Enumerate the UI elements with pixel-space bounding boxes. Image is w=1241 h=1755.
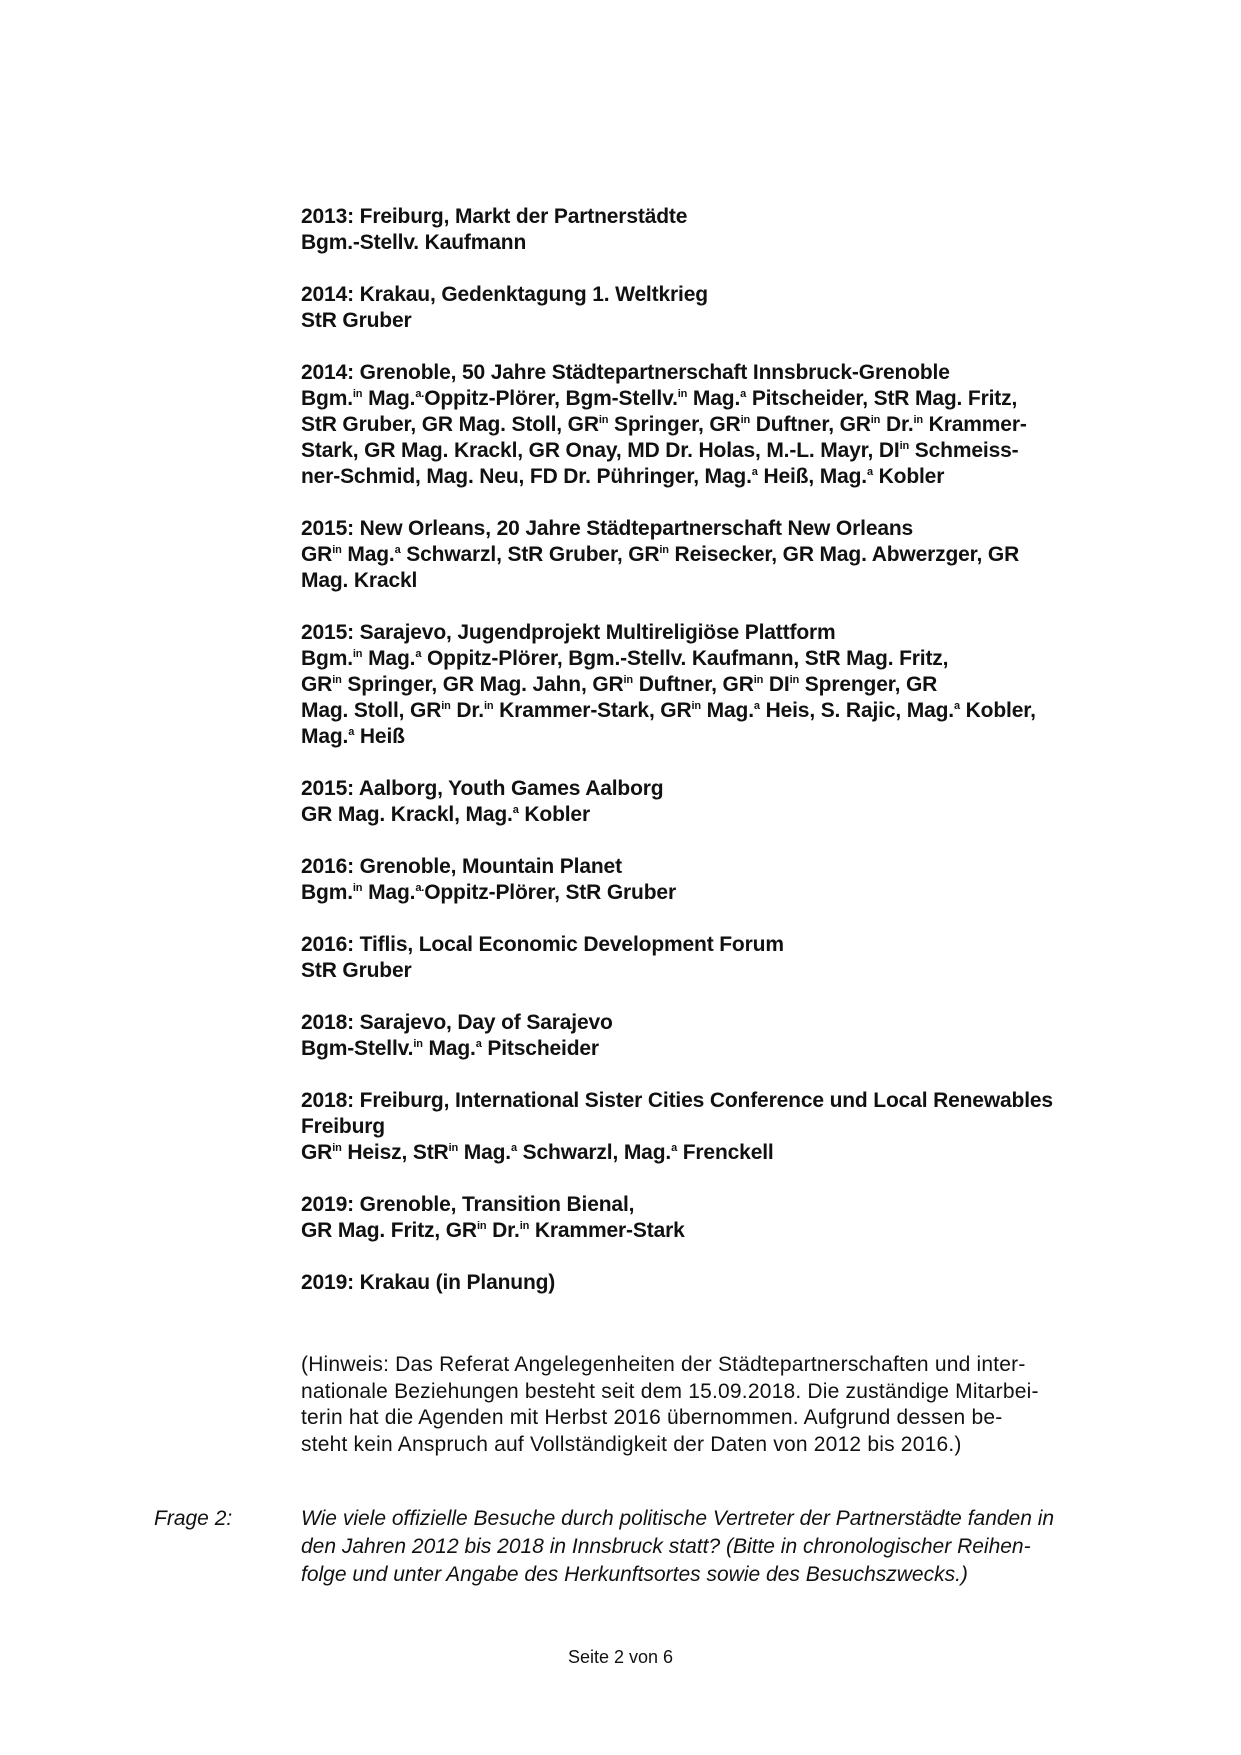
entry-heading: 2014: Grenoble, 50 Jahre Städtepartnerschaft Innsbruck-Grenoble: [301, 361, 950, 384]
entry-participants: Bgm.$^{in}$ Mag.$^a$ Oppitz-Plörer, Bgm.-Stellv. Kaufmann, StR Mag. Fritz,: [301, 647, 949, 670]
note-line: (Hinweis: Das Referat Angelegenheiten der Städtepartnerschaften und inter-: [301, 1353, 1026, 1376]
travel-entries-list: [301, 204, 1146, 1322]
entry-participants: StR Gruber: [301, 309, 412, 332]
travel-entry: [301, 1010, 1146, 1062]
travel-entry: [301, 620, 1146, 750]
travel-entry: [301, 1192, 1146, 1244]
entry-participants: GR Mag. Fritz, $GR^{in}$ Dr.$^{in}$ Krammer-Stark: [301, 1219, 685, 1242]
entry-participants: $GR^{in}$ Springer, GR Mag. Jahn, $GR^{in}$ Duftner, $GR^{in}$ $DI^{in}$ Sprenger, GR: [301, 673, 938, 696]
question-text: [301, 1505, 1146, 1589]
travel-entry: [301, 282, 1146, 334]
question-label: Frage 2:: [154, 1507, 233, 1530]
note-line: steht kein Anspruch auf Vollständigkeit der Daten von 2012 bis 2016.): [301, 1432, 962, 1456]
question-line: Wie viele offizielle Besuche durch politische Vertreter der Partnerstädte fanden in: [301, 1507, 1055, 1530]
entry-participants: Stark, GR Mag. Krackl, GR Onay, MD Dr. Holas, M.-L. Mayr, $DI^{in}$ Schmeiss-: [301, 439, 1019, 462]
travel-entry: [301, 360, 1146, 490]
entry-heading: 2018: Sarajevo, Day of Sarajevo: [301, 1011, 613, 1034]
entry-participants: Bgm.$^{in}$ Mag.$^{a.}$Oppitz-Plörer, Bgm-Stellv.$^{in}$ Mag.$^a$ Pitscheider, StR Mag. Fritz,: [301, 387, 1018, 410]
entry-heading: 2016: Grenoble, Mountain Planet: [301, 855, 622, 878]
entry-heading: 2018: Freiburg, International Sister Cities Conference und Local Renewables: [301, 1089, 1053, 1112]
entry-participants: Bgm.$^{in}$ Mag.$^{a.}$Oppitz-Plörer, StR Gruber: [301, 881, 676, 904]
entry-participants: Mag. Stoll, $GR^{in}$ Dr.$^{in}$ Krammer-Stark, $GR^{in}$ Mag.$^a$ Heis, S. Rajic, Mag.$^a$ Kobler,: [301, 699, 1036, 722]
entry-heading: 2015: Sarajevo, Jugendprojekt Multireligiöse Plattform: [301, 621, 836, 644]
question-line: den Jahren 2012 bis 2018 in Innsbruck statt? (Bitte in chronologischer Reihen-: [301, 1535, 1031, 1558]
note-paragraph: [301, 1352, 1131, 1458]
travel-entry: [301, 854, 1146, 906]
entry-participants: GR Mag. Krackl, Mag.$^a$ Kobler: [301, 803, 590, 826]
entry-participants: StR Gruber: [301, 959, 412, 982]
entry-participants: Mag.$^a$ Heiß: [301, 725, 405, 748]
travel-entry: [301, 932, 1146, 984]
entry-participants: ner-Schmid, Mag. Neu, FD Dr. Pühringer, Mag.$^a$ Heiß, Mag.$^a$ Kobler: [301, 465, 945, 488]
entry-heading: 2014: Krakau, Gedenktagung 1. Weltkrieg: [301, 283, 708, 306]
note-line: terin hat die Agenden mit Herbst 2016 übernommen. Aufgrund dessen be-: [301, 1406, 1003, 1429]
entry-participants: Bgm-Stellv.$^{in}$ Mag.$^a$ Pitscheider: [301, 1037, 599, 1060]
question-line: folge und unter Angabe des Herkunftsortes sowie des Besuchszwecks.): [301, 1563, 968, 1586]
travel-entry: [301, 516, 1146, 594]
entry-heading: 2015: New Orleans, 20 Jahre Städtepartnerschaft New Orleans: [301, 517, 914, 540]
travel-entry: [301, 776, 1146, 828]
travel-entry: [301, 204, 1146, 256]
travel-entry: [301, 1270, 1146, 1296]
entry-heading: 2016: Tiflis, Local Economic Development Forum: [301, 933, 784, 956]
entry-participants: Freiburg: [301, 1115, 385, 1138]
entry-participants: StR Gruber, GR Mag. Stoll, $GR^{in}$ Springer, $GR^{in}$ Duftner, $GR^{in}$ Dr.$^{in}$ Krammer-: [301, 413, 1027, 436]
page-number-footer: Seite 2 von 6: [567, 1647, 674, 1667]
entry-participants: $GR^{in}$ Mag.$^a$ Schwarzl, StR Gruber, $GR^{in}$ Reisecker, GR Mag. Abwerzger, GR: [301, 543, 1020, 566]
entry-participants: Mag. Krackl: [301, 569, 418, 592]
entry-heading: 2013: Freiburg, Markt der Partnerstädte: [301, 205, 688, 228]
entry-participants: $GR^{in}$ Heisz, StR$^{in}$ Mag.$^a$ Schwarzl, Mag.$^a$ Frenckell: [301, 1141, 774, 1164]
entry-heading: 2019: Grenoble, Transition Bienal,: [301, 1193, 635, 1216]
entry-heading: 2015: Aalborg, Youth Games Aalborg: [301, 777, 664, 800]
note-line: nationale Beziehungen besteht seit dem 15.09.2018. Die zuständige Mitarbei-: [301, 1379, 1039, 1403]
travel-entry: [301, 1088, 1146, 1166]
entry-participants: Bgm.-Stellv. Kaufmann: [301, 231, 527, 254]
entry-heading: 2019: Krakau (in Planung): [301, 1271, 556, 1294]
